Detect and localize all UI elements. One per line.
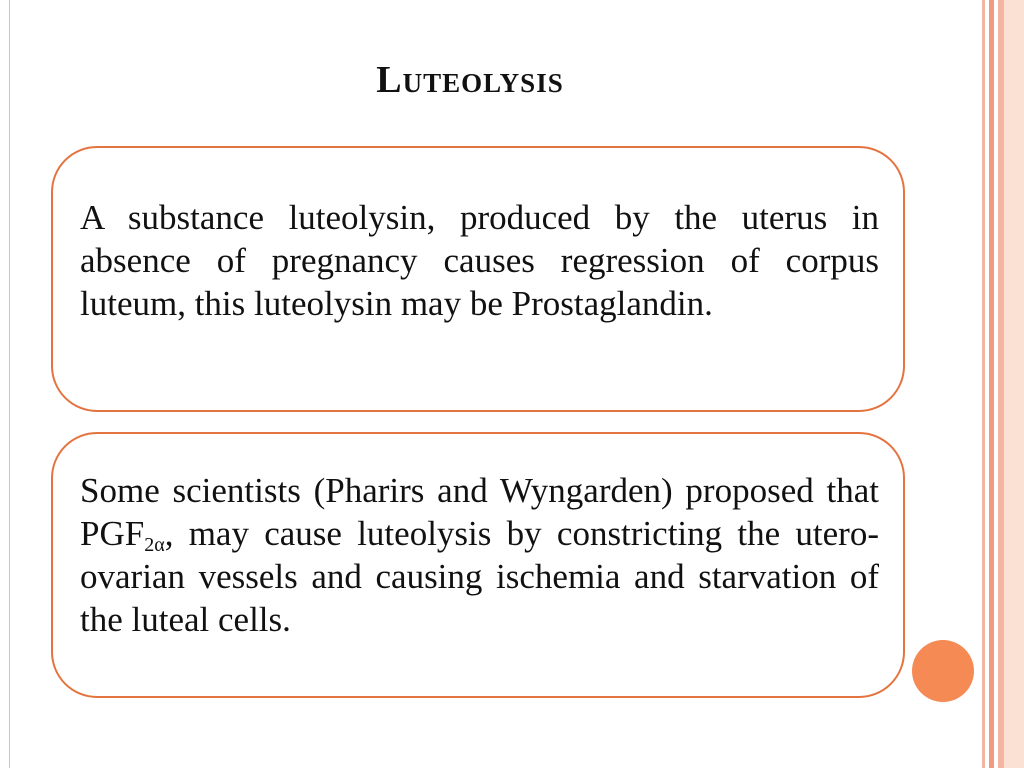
pgf-subscript: 2α xyxy=(144,534,165,556)
left-frame-line xyxy=(9,0,10,768)
content-box-2 xyxy=(51,432,905,698)
box-2-text xyxy=(80,469,879,641)
decorative-stripes xyxy=(978,0,1024,768)
box-2-text-after: , may cause luteolysis by constricting the utero-ovarian vessels and causing ischemia and starvation of the luteal cells. xyxy=(80,514,879,639)
box-1-text: A substance luteolysin, produced by the uterus in absence of pregnancy causes regression of corpus luteum, this luteolysin may be Prostaglandin. xyxy=(80,198,879,323)
content-box-1 xyxy=(51,146,905,412)
slide-title: Luteolysis xyxy=(376,59,564,101)
decorative-circle xyxy=(912,640,974,702)
box-2-text-before: Some scientists (Pharirs and Wyngarden) proposed that PGF xyxy=(80,471,879,553)
